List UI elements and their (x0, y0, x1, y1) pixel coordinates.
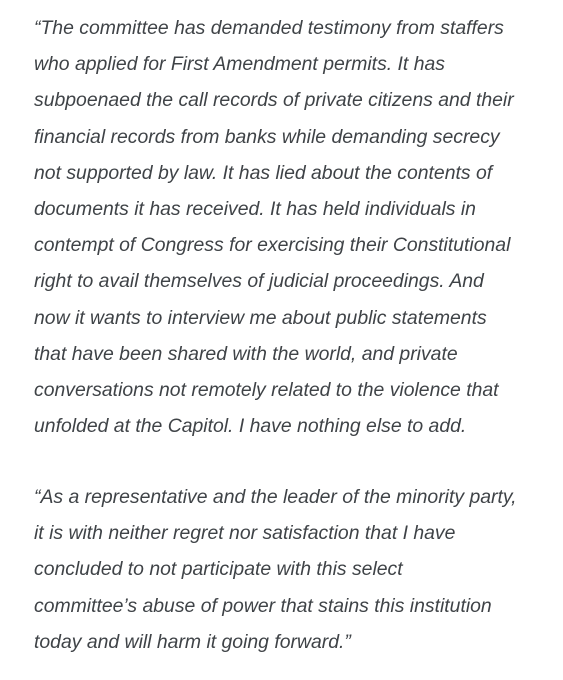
text-line: it is with neither regret nor satisfaction that I have (34, 522, 456, 545)
quote-paragraph-2 (34, 479, 517, 660)
text-line: concluded to not participate with this select (34, 558, 403, 581)
text-line: subpoenaed the call records of private citizens and their (34, 89, 514, 112)
text-line: today and will harm it going forward.” (34, 630, 351, 653)
text-line: “As a representative and the leader of the minority party, (34, 486, 517, 508)
text-line: right to avail themselves of judicial proceedings. And (34, 270, 484, 293)
text-line: financial records from banks while demanding secrecy (34, 125, 500, 148)
text-line: contempt of Congress for exercising their Constitutional (34, 234, 511, 257)
text-line: now it wants to interview me about public statements (34, 306, 487, 329)
text-line: conversations not remotely related to the violence that (34, 379, 499, 402)
quote-paragraph-1 (34, 10, 514, 444)
text-line: that have been shared with the world, and private (34, 342, 458, 365)
text-line: committee’s abuse of power that stains this institution (34, 594, 492, 617)
text-line: “The committee has demanded testimony from staffers (34, 17, 504, 39)
text-line: unfolded at the Capitol. I have nothing else to add. (34, 415, 467, 438)
text-line: who applied for First Amendment permits. It has (34, 53, 445, 76)
text-line: documents it has received. It has held individuals in (34, 198, 476, 221)
text-line: not supported by law. It has lied about the contents of (34, 161, 493, 184)
